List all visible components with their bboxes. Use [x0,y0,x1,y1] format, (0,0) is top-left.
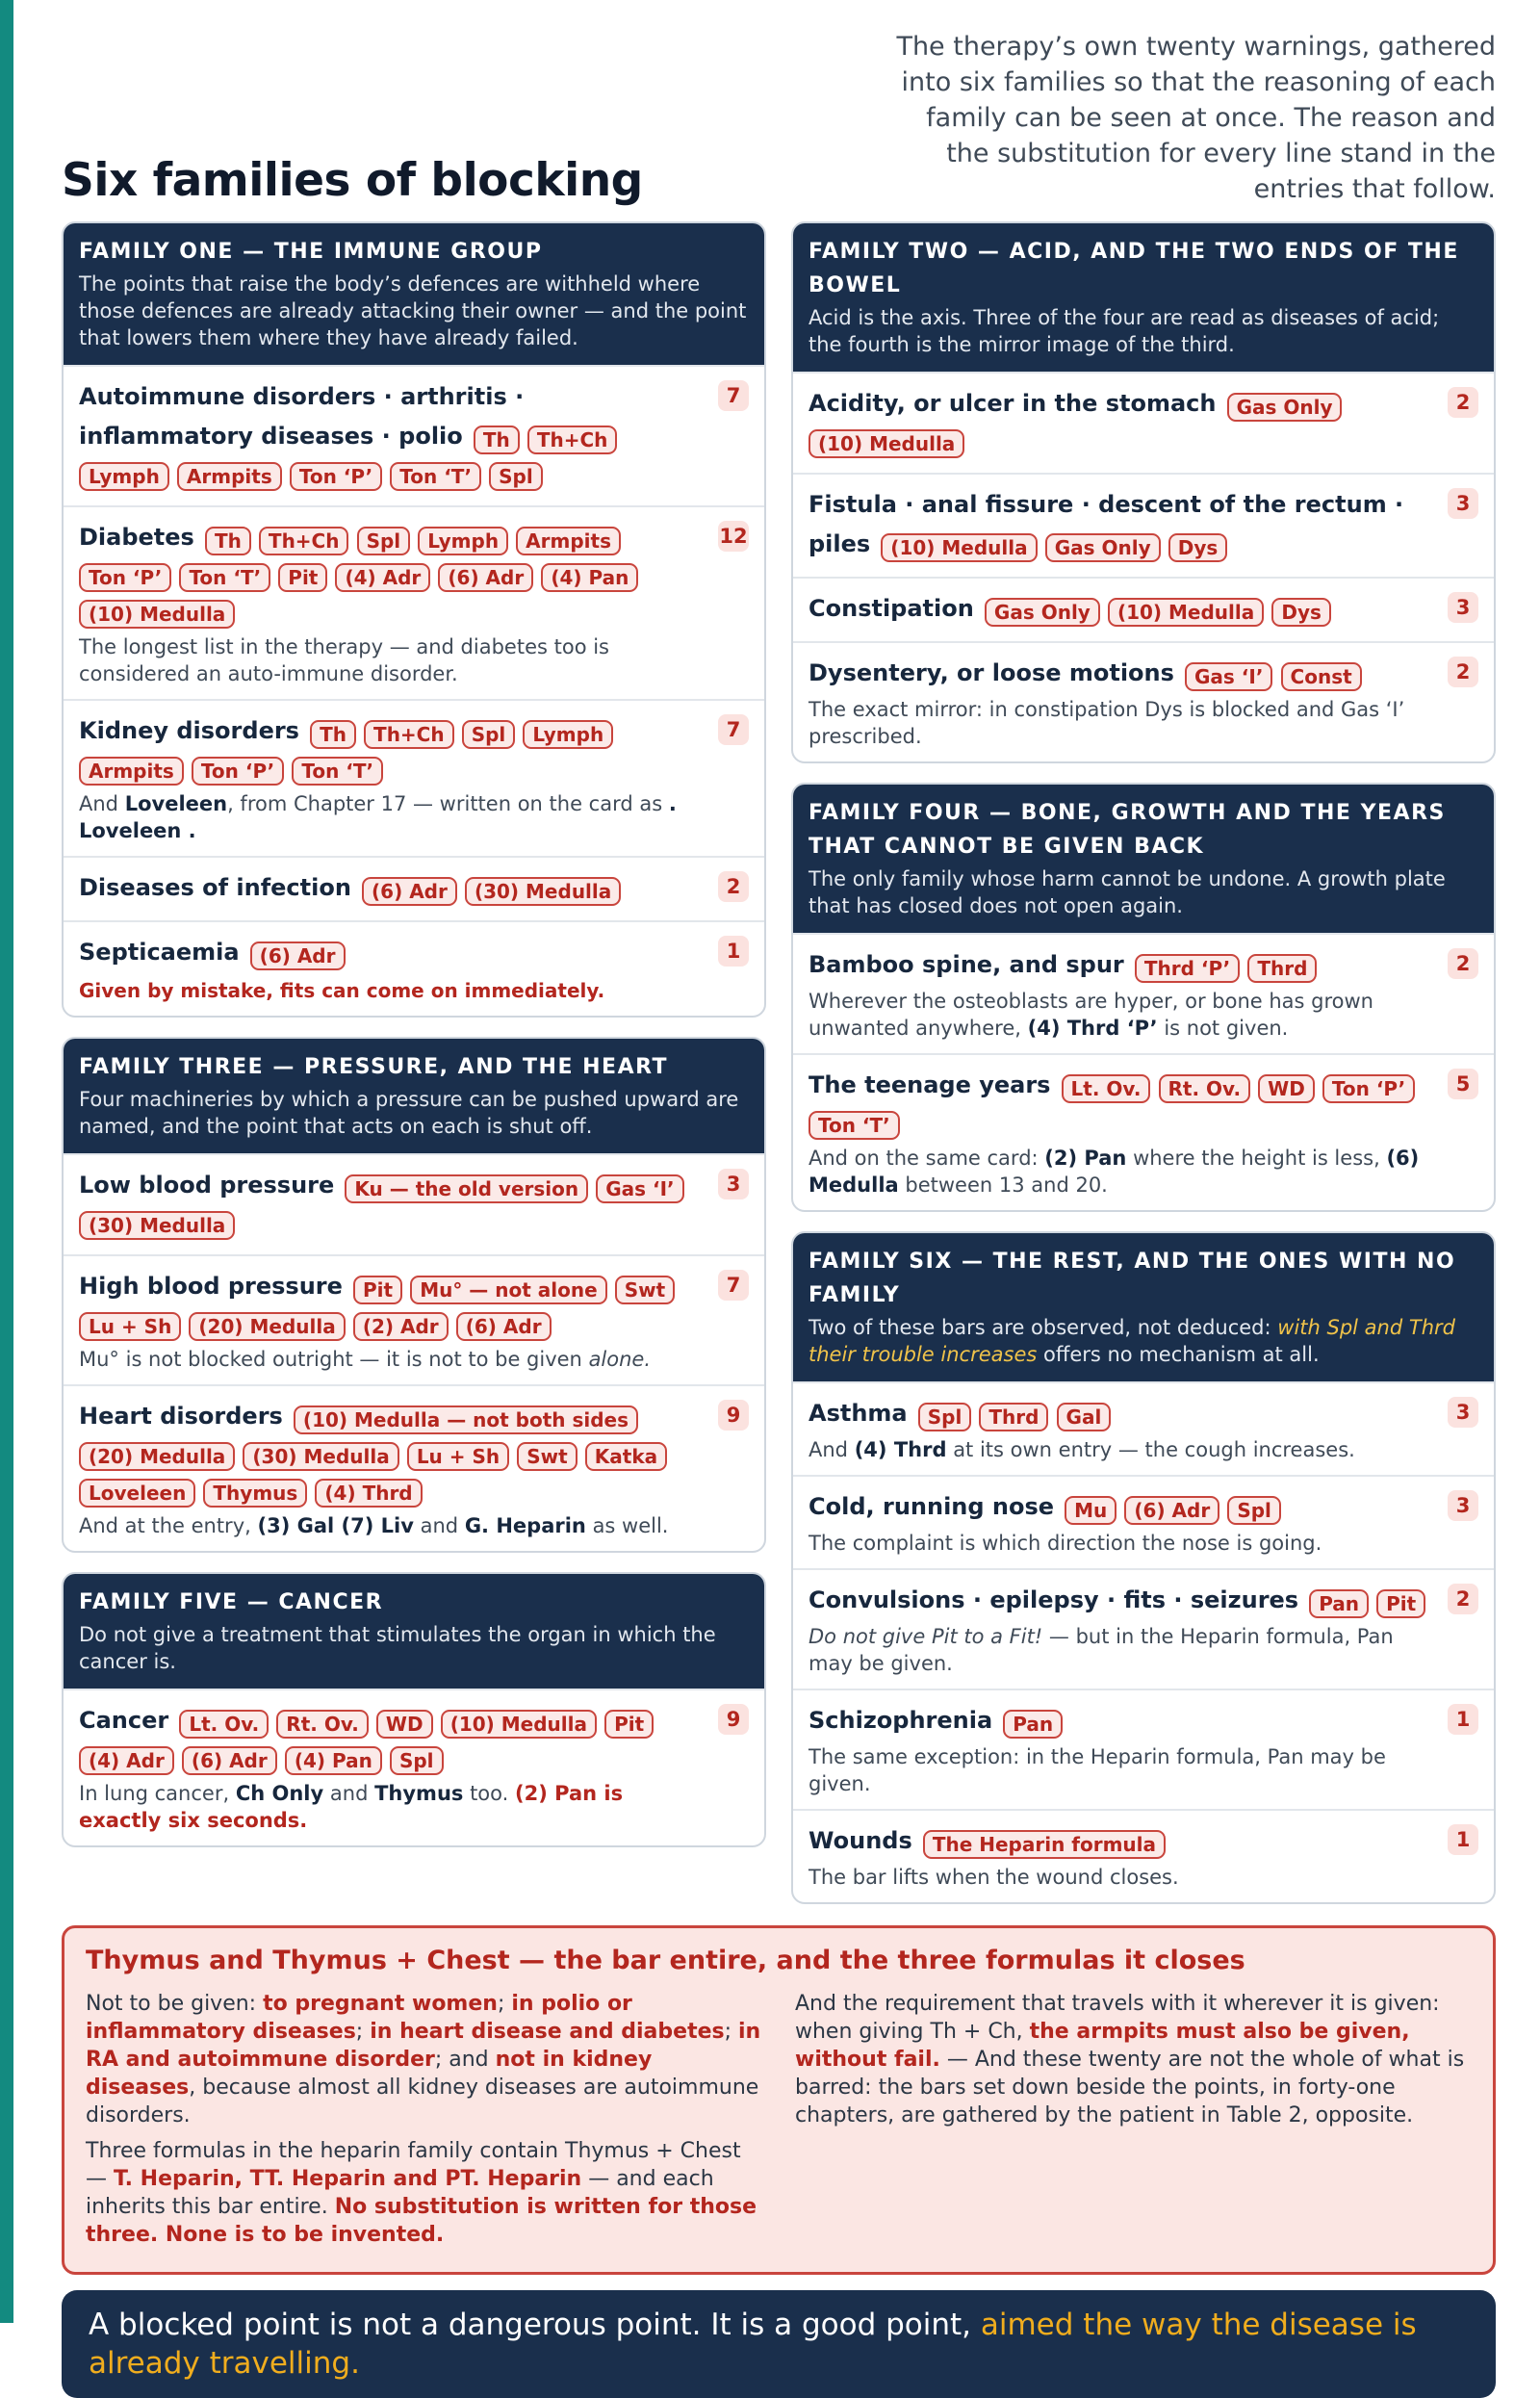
chip: Lu + Sh [407,1442,509,1471]
family-four-card [791,783,1496,1212]
warning-text: Given by mistake, fits can come on immediately. [79,979,605,1002]
chip: Lymph [79,462,169,491]
entry-kidney [64,699,764,856]
entry-cancer [64,1689,764,1845]
chip: (10) Medulla [808,429,964,458]
entry-wounds [793,1809,1494,1902]
entry-autoimmune [64,365,764,505]
chip: Thymus [203,1479,307,1508]
entry-name: Diseases of infection [79,874,351,901]
family-one-card [62,221,766,1018]
entry-note: In lung cancer, Ch Only and Thymus too. (2) Pan is exactly six seconds. [79,1782,624,1832]
entry-name: The teenage years [808,1071,1051,1098]
chip: Ton ‘T’ [292,757,383,786]
entry-name: Kidney disorders [79,717,299,744]
page [62,0,1496,2398]
entry-diabetes [64,505,764,699]
chip: (4) Thrd [315,1479,422,1508]
entry-note: And Loveleen, from Chapter 17 — written on the card as . Loveleen . [79,792,677,842]
card-header [793,785,1494,933]
chip: Lymph [523,720,613,749]
chip: Gas Only [1227,393,1343,422]
entry-note: The complaint is which direction the nose is going. [808,1532,1322,1555]
chip: (4) Adr [335,563,430,592]
chip: Katka [585,1442,667,1471]
chip: Pan [1003,1710,1063,1739]
entry-convulsions [793,1568,1494,1689]
chip: (4) Pan [541,563,638,592]
callout-right [795,1990,1472,2256]
intro-text: The therapy’s own twenty warnings, gathered into six families so that the reasoning of each family can be seen at once. The reason and the substitution for every line stand in the entries that follow. [896,32,1496,204]
entry-name: High blood pressure [79,1273,343,1300]
thymus-callout [62,1925,1496,2275]
count-badge: 1 [1448,1824,1478,1855]
header [62,0,1496,221]
count-badge: 3 [718,1169,749,1199]
entry-acidity [793,372,1494,473]
entry-note: And on the same card: (2) Pan where the height is less, (6) Medulla between 13 and 20. [808,1147,1420,1197]
chip: Rt. Ov. [276,1710,369,1739]
chip: Gas ‘I’ [1185,662,1272,691]
card-description: Four machineries by which a pressure can be pushed upward are named, and the point that acts on each is shut off. [79,1088,739,1138]
chip: Lt. Ov. [179,1710,269,1739]
card-title: FAMILY SIX — THE REST, AND THE ONES WITH NO FAMILY [808,1250,1456,1307]
chip: Ton ‘T’ [390,462,481,491]
card-title: FAMILY TWO — ACID, AND THE TWO ENDS OF THE BOWEL [808,240,1459,297]
entry-septicaemia [64,920,764,1016]
chip: (30) Medulla [79,1211,235,1240]
count-badge: 3 [1448,488,1478,519]
chip: Armpits [79,757,184,786]
entry-note: Mu° is not blocked outright — it is not to be given alone. [79,1348,652,1371]
chip: Ton ‘P’ [1322,1074,1415,1103]
chip: (10) Medulla [441,1710,597,1739]
entry-teenage-years [793,1053,1494,1210]
right-column [791,221,1496,1904]
chip: (6) Adr [362,877,457,906]
chip: The Heparin formula [923,1830,1166,1859]
chip: Armpits [177,462,282,491]
accent-bar [0,0,13,2323]
count-badge: 2 [718,871,749,902]
chip: Rt. Ov. [1159,1074,1251,1103]
entry-name: Acidity, or ulcer in the stomach [808,390,1217,417]
chip: (2) Adr [353,1312,449,1341]
card-title: FAMILY ONE — THE IMMUNE GROUP [79,240,543,264]
chip: Gas ‘I’ [596,1174,683,1203]
chip: Spl [357,527,411,555]
count-badge: 3 [1448,592,1478,623]
card-header [64,223,764,365]
card-title: FAMILY FIVE — CANCER [79,1590,384,1614]
entry-name: Cold, running nose [808,1493,1055,1520]
chip: Th [205,527,251,555]
card-title: FAMILY FOUR — BONE, GROWTH AND THE YEARS THAT CANNOT BE GIVEN BACK [808,801,1446,859]
chip: Gas Only [985,598,1100,627]
entry-name: Convulsions · epilepsy · fits · seizures [808,1586,1299,1613]
chip: Th [310,720,356,749]
card-header [64,1039,764,1153]
chip: (4) Pan [285,1746,382,1775]
entry-schizophrenia [793,1689,1494,1809]
chip: Dys [1168,533,1228,562]
card-description: The only family whose harm cannot be undone. A growth plate that has closed does not open again. [808,867,1446,917]
chip: Spl [390,1746,444,1775]
chip: Loveleen [79,1479,195,1508]
chip: Spl [918,1403,972,1431]
chip: Th+Ch [259,527,349,555]
entry-note: Do not give Pit to a Fit! — but in the Heparin formula, Pan may be given. [808,1625,1394,1675]
chip: Pit [353,1276,402,1304]
entry-fistula [793,473,1494,577]
chip: Swt [517,1442,577,1471]
chip: Pit [604,1710,654,1739]
entry-name: Septicaemia [79,939,240,966]
chip: Th+Ch [364,720,454,749]
page-title: Six families of blocking [62,154,643,207]
left-column [62,221,766,1847]
chip: Ton ‘P’ [192,757,284,786]
chip: Lu + Sh [79,1312,181,1341]
count-badge: 2 [1448,657,1478,687]
entry-note: And (4) Thrd at its own entry — the cough increases. [808,1438,1355,1461]
chip: Th [474,425,520,454]
chip: Const [1281,662,1362,691]
chip: Ton ‘P’ [290,462,382,491]
chip: Ton ‘T’ [808,1111,900,1140]
entry-note: The bar lifts when the wound closes. [808,1866,1179,1889]
count-badge: 3 [1448,1397,1478,1428]
family-three-card [62,1037,766,1553]
card-header [793,1233,1494,1381]
count-badge: 1 [718,936,749,967]
callout-left [86,1990,762,2256]
chip: Gal [1057,1403,1112,1431]
chip: (20) Medulla [79,1442,235,1471]
chip: WD [1258,1074,1315,1103]
chip: Lt. Ov. [1062,1074,1151,1103]
entry-name: Fistula · anal fissure · descent of the rectum · piles [808,491,1404,557]
chip: (6) Adr [456,1312,552,1341]
entry-cold [793,1475,1494,1568]
chip: Mu [1065,1496,1116,1525]
entry-name: Constipation [808,595,974,622]
entry-name: Diabetes [79,524,194,551]
callout-paragraph: Not to be given: to pregnant women; in polio or inflammatory diseases; in heart disease and diabetes; in RA and autoimmune disorder; and not in kidney diseases, because almost all kidney diseases are autoimmune disorders. [86,1992,761,2127]
chip: (10) Medulla [79,600,235,629]
chip: (10) Medulla — not both sides [294,1405,638,1434]
footer-banner: A blocked point is not a dangerous point. It is a good point, aimed the way the disease is already travelling. [62,2290,1496,2398]
entry-note: The longest list in the therapy — and diabetes too is considered an auto-immune disorder. [79,635,609,685]
callout-columns [86,1990,1472,2256]
chip: (4) Adr [79,1746,174,1775]
callout-paragraph: Three formulas in the heparin family contain Thymus + Chest — T. Heparin, TT. Heparin and PT. Heparin — and each inherits this bar entire. No substitution is written for those three. None is to be invented. [86,2139,757,2247]
chip: WD [376,1710,433,1739]
entry-name: Bamboo spine, and spur [808,951,1124,978]
count-badge: 7 [718,1270,749,1301]
chip: Thrd [979,1403,1048,1431]
chip: (6) Adr [438,563,533,592]
chip: (30) Medulla [243,1442,398,1471]
card-header [793,223,1494,372]
chip: Spl [489,462,543,491]
chip: Thrd ‘P’ [1135,954,1240,983]
entry-name: Heart disorders [79,1403,283,1430]
entry-constipation [793,577,1494,641]
count-badge: 2 [1448,1584,1478,1614]
chip: Pit [1376,1589,1425,1618]
count-badge: 7 [718,714,749,745]
card-description: Do not give a treatment that stimulates the organ in which the cancer is. [79,1623,716,1673]
chip: (6) Adr [250,941,346,970]
chip: Spl [1227,1496,1281,1525]
entry-high-bp [64,1254,764,1384]
entry-name: Cancer [79,1707,169,1734]
card-description: Two of these bars are observed, not deduced: with Spl and Thrd their trouble increases offers no mechanism at all. [808,1316,1455,1366]
entry-infection [64,856,764,920]
entry-name: Low blood pressure [79,1172,335,1199]
count-badge: 9 [718,1704,749,1735]
chip: Mu° — not alone [410,1276,606,1304]
count-badge: 5 [1448,1069,1478,1099]
chip: Ton ‘P’ [79,563,171,592]
count-badge: 2 [1448,948,1478,979]
chip: Lymph [418,527,508,555]
chip: Ton ‘T’ [179,563,270,592]
card-description: The points that raise the body’s defences are withheld where those defences are already attacking their owner — and the point that lowers them where they have already failed. [79,272,747,349]
chip: (6) Adr [1124,1496,1219,1525]
chip: Pit [278,563,327,592]
entry-name: Autoimmune disorders · arthritis · inflammatory diseases · polio [79,383,525,450]
entry-dysentery [793,641,1494,761]
entry-low-bp [64,1153,764,1254]
chip: (6) Adr [182,1746,277,1775]
chip: Thrd [1247,954,1317,983]
chip: Dys [1271,598,1331,627]
chip: Gas Only [1045,533,1161,562]
chip: Th+Ch [527,425,618,454]
entry-heart [64,1384,764,1551]
chip: Swt [615,1276,675,1304]
count-badge: 7 [718,380,749,411]
card-header [64,1574,764,1689]
entry-note: The exact mirror: in constipation Dys is blocked and Gas ‘I’ prescribed. [808,698,1405,748]
entry-asthma [793,1381,1494,1475]
count-badge: 9 [718,1400,749,1431]
count-badge: 1 [1448,1704,1478,1735]
card-description: Acid is the axis. Three of the four are read as diseases of acid; the fourth is the mirror image of the third. [808,306,1440,356]
callout-paragraph: And the requirement that travels with it wherever it is given: when giving Th + Ch, the armpits must also be given, without fail. — And these twenty are not the whole of what is barred: the bars set down beside the points, in forty-one chapters, are gathered by the patient in Table 2, opposite. [795,1992,1465,2127]
chip: Spl [462,720,516,749]
entry-note: And at the entry, (3) Gal (7) Liv and G. Heparin as well. [79,1514,669,1537]
chip: (20) Medulla [189,1312,345,1341]
count-badge: 12 [718,521,749,552]
callout-title: Thymus and Thymus + Chest — the bar entire, and the three formulas it closes [86,1946,1245,1975]
chip: Pan [1309,1589,1369,1618]
chip: (10) Medulla [1108,598,1264,627]
family-five-card [62,1572,766,1847]
chip: (10) Medulla [881,533,1037,562]
family-two-card [791,221,1496,763]
family-six-card [791,1231,1496,1904]
card-title: FAMILY THREE — PRESSURE, AND THE HEART [79,1055,669,1079]
entry-bamboo-spine [793,933,1494,1053]
entry-name: Dysentery, or loose motions [808,659,1174,686]
chip: (30) Medulla [465,877,621,906]
count-badge: 2 [1448,387,1478,418]
entry-name: Wounds [808,1827,912,1854]
entry-note: Wherever the osteoblasts are hyper, or bone has grown unwanted anywhere, (4) Thrd ‘P’ is not given. [808,990,1373,1040]
family-columns [62,221,1496,1904]
entry-name: Asthma [808,1400,908,1427]
entry-name: Schizophrenia [808,1707,993,1734]
chip: Armpits [516,527,621,555]
count-badge: 3 [1448,1490,1478,1521]
chip: Ku — the old version [345,1174,588,1203]
entry-note: The same exception: in the Heparin formula, Pan may be given. [808,1745,1386,1795]
